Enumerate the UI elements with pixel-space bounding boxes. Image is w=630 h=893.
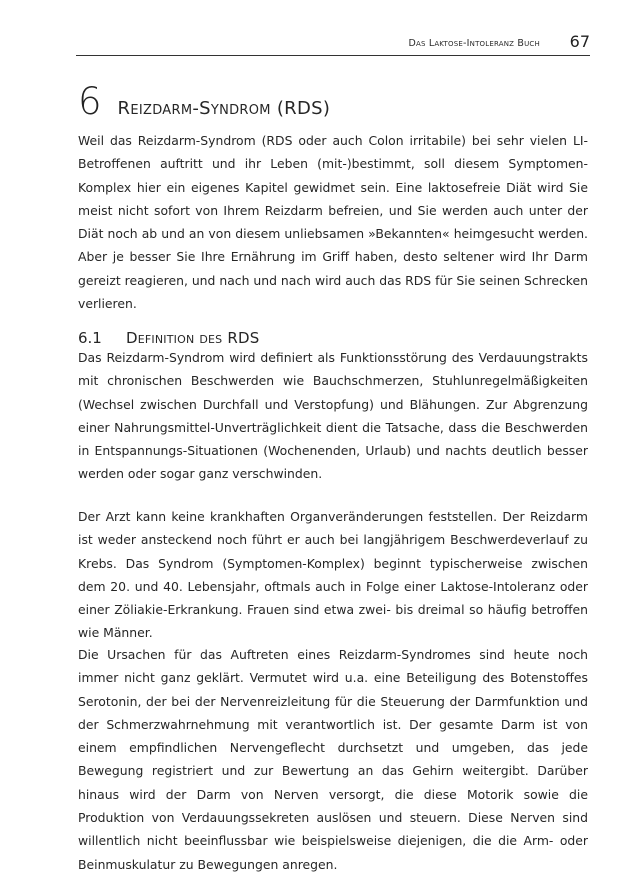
section-number: 6.1 [78,329,102,347]
header-rule [76,55,590,56]
page-number: 67 [569,32,590,51]
section-paragraph-3: Die Ursachen für das Auftreten eines Reizdarm-Syndromes sind heute noch immer nicht ganz geklärt. Vermutet wird u.a. eine Beteiligung des Botenstoffes Serotonin, der bei der Nervenreizleitung für die Steuerung der Darmfunktion und der Schmerzwahrnehmung mit verantwortlich ist. Der gesamte Darm ist von einem empfindlichen Nervengeflecht durchsetzt und umgeben, das jede Bewegung registriert und zur Bewertung an das Gehirn weitergibt. Darüber hinaus wird der Darm von Nerven versorgt, die diese Motorik sowie die Produktion von Verdauungssekreten auslösen und steuern. Diese Nerven sind willentlich nicht beeinflussbar wie beispielsweise diejenigen, die die Arm- oder Beinmuskulatur zu Bewegungen anregen. [78,647,588,872]
intro-paragraph: Weil das Reizdarm-Syndrom (RDS oder auch Colon irritabile) bei sehr vielen LI-Betroffenen auftritt und ihr Leben (mit-)bestimmt, soll diesem Symptomen-Komplex hier ein eigenes Kapitel gewidmet sein. Eine laktosefreie Diät wird Sie meist nicht sofort von Ihrem Reizdarm befreien, und Sie werden auch unter der Diät noch ab und an von diesem unliebsamen »Bekannten« heimgesucht werden. Aber je besser Sie Ihre Ernährung im Griff haben, desto seltener wird Ihr Darm gereizt reagieren, und nach und nach wird auch das RDS für Sie seinen Schrecken verlieren. [78,133,588,312]
section-paragraph-1: Das Reizdarm-Syndrom wird definiert als Funktionsstörung des Verdauungstrakts mit chronischen Beschwerden wie Bauchschmerzen, Stuhlunregelmäßigkeiten (Wechsel zwischen Durchfall und Verstopfung) und Blähungen. Zur Abgrenzung einer Nahrungsmittel-Unverträglichkeit dient die Tatsache, dass die Beschwerden in Entspannungs-Situationen (Wochenenden, Urlaub) und nachts deutlich besser werden oder sogar ganz verschwinden. [78,350,588,482]
section-paragraph-2: Der Arzt kann keine krankhaften Organveränderungen feststellen. Der Reizdarm ist weder ansteckend noch führt er auch bei langjährigem Beschwerdeverlauf zu Krebs. Das Syndrom (Symptomen-Komplex) beginnt typischerweise zwischen dem 20. und 40. Lebensjahr, oftmals auch in Folge einer Laktose-Intoleranz oder einer Zöliakie-Erkrankung. Frauen sind etwa zwei- bis dreimal so häufig betroffen wie Männer. [78,509,588,641]
chapter-title: Reizdarm-Syndrom (RDS) [117,98,331,119]
section-heading [78,329,259,347]
running-title: Das Laktose-Intoleranz Buch [408,38,540,49]
chapter-heading [78,80,330,123]
section-title: Definition des RDS [126,329,260,347]
running-header [76,32,590,54]
chapter-number: 6 [78,80,102,123]
